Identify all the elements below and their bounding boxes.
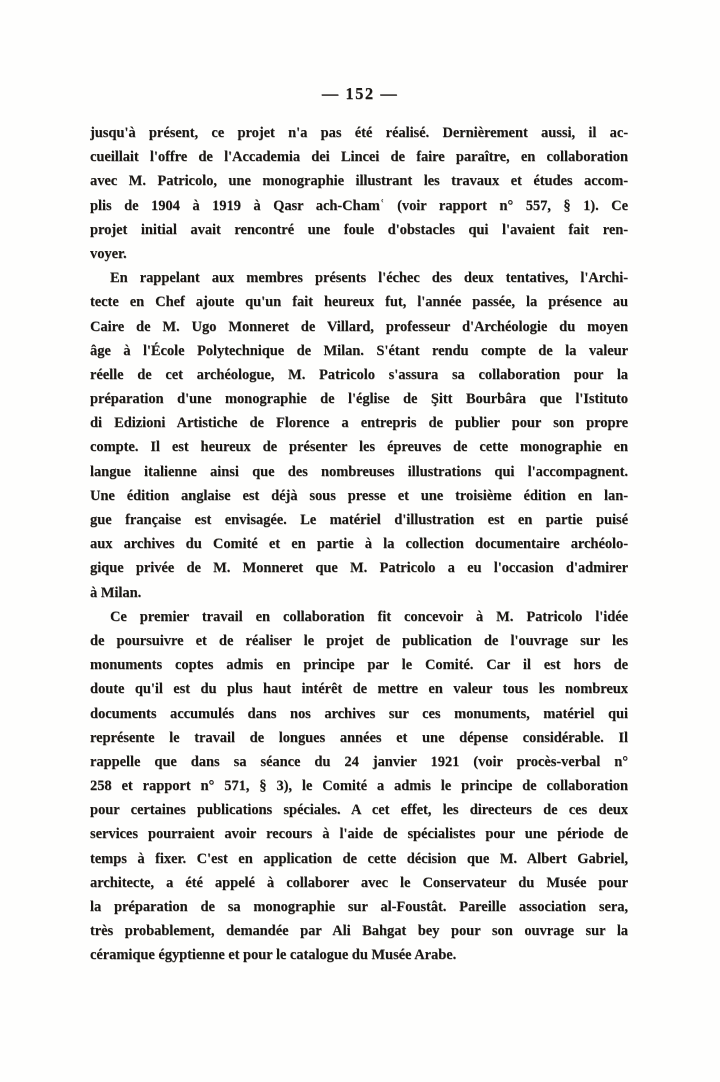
text-line: aux archives du Comité et en partie à la collection documentaire archéolo- (90, 536, 628, 553)
text-line: temps à fixer. C'est en application de cette décision que M. Albert Gabriel, (90, 850, 628, 867)
text-block (90, 121, 628, 968)
text-line: En rappelant aux membres présents l'échec des deux tentatives, l'Archi- (110, 270, 628, 287)
text-line: gique privée de M. Monneret que M. Patricolo a eu l'occasion d'admirer (90, 560, 628, 577)
text-line: voyer. (90, 245, 127, 262)
text-line: monuments coptes admis en principe par le Comité. Car il est hors de (90, 657, 628, 674)
text-line: de poursuivre et de réaliser le projet de publication de l'ouvrage sur les (90, 632, 628, 649)
text-line: préparation d'une monographie de l'église de Şitt Bourbâra que l'Istituto (90, 391, 628, 408)
text-line: documents accumulés dans nos archives sur ces monuments, matériel qui (90, 705, 628, 722)
text-line: Une édition anglaise est déjà sous presse et une troisième édition en lan- (90, 487, 628, 504)
text-line: tecte en Chef ajoute qu'un fait heureux fut, l'année passée, la présence au (90, 294, 628, 311)
paragraph (90, 605, 628, 968)
text-line: âge à l'École Polytechnique de Milan. S'étant rendu compte de la valeur (90, 342, 628, 359)
page-number: — 152 — (321, 84, 399, 103)
text-line: rappelle que dans sa séance du 24 janvier 1921 (voir procès-verbal n° (90, 753, 628, 770)
text-line: gue française est envisagée. Le matériel d'illustration est en partie puisé (90, 512, 628, 528)
text-line: projet initial avait rencontré une foule d'obstacles qui l'avaient fait ren- (90, 221, 628, 238)
text-line: compte. Il est heureux de présenter les épreuves de cette monographie en (90, 439, 628, 456)
text-line: plis de 1904 à 1919 à Qasr ach-Chamʿ (voir rapport n° 557, § 1). Ce (90, 197, 628, 214)
paragraph (90, 121, 628, 266)
text-line: avec M. Patricolo, une monographie illustrant les travaux et études accom- (90, 173, 628, 190)
text-line: langue italienne ainsi que des nombreuses illustrations qui l'accompagnent. (90, 463, 628, 480)
text-line: pour certaines publications spéciales. A cet effet, les directeurs de ces deux (90, 802, 628, 819)
text-line: céramique égyptienne et pour le catalogue du Musée Arabe. (90, 947, 457, 964)
text-line: réelle de cet archéologue, M. Patricolo s'assura sa collaboration pour la (90, 366, 628, 383)
text-line: 258 et rapport n° 571, § 3), le Comité a admis le principe de collaboration (90, 778, 628, 795)
text-line: Caire de M. Ugo Monneret de Villard, professeur d'Archéologie du moyen (90, 318, 628, 335)
text-line: la préparation de sa monographie sur al-Foustât. Pareille association sera, (90, 899, 628, 915)
text-line: très probablement, demandée par Ali Bahgat bey pour son ouvrage sur la (90, 923, 628, 940)
text-line: représente le travail de longues années et une dépense considérable. Il (90, 729, 628, 746)
text-line: cueillait l'offre de l'Accademia dei Lincei de faire paraître, en collaboration (90, 149, 628, 166)
text-line: Ce premier travail en collaboration fit concevoir à M. Patricolo l'idée (110, 608, 628, 625)
paragraph (90, 266, 628, 605)
text-line: architecte, a été appelé à collaborer avec le Conservateur du Musée pour (90, 874, 628, 891)
text-line: jusqu'à présent, ce projet n'a pas été réalisé. Dernièrement aussi, il ac- (90, 125, 628, 141)
text-line: services pourraient avoir recours à l'aide de spécialistes pour une période de (90, 826, 628, 843)
text-line: doute qu'il est du plus haut intérêt de mettre en valeur tous les nombreux (90, 681, 628, 698)
text-line: di Edizioni Artistiche de Florence a entrepris de publier pour son propre (90, 415, 628, 432)
text-line: à Milan. (90, 584, 142, 601)
